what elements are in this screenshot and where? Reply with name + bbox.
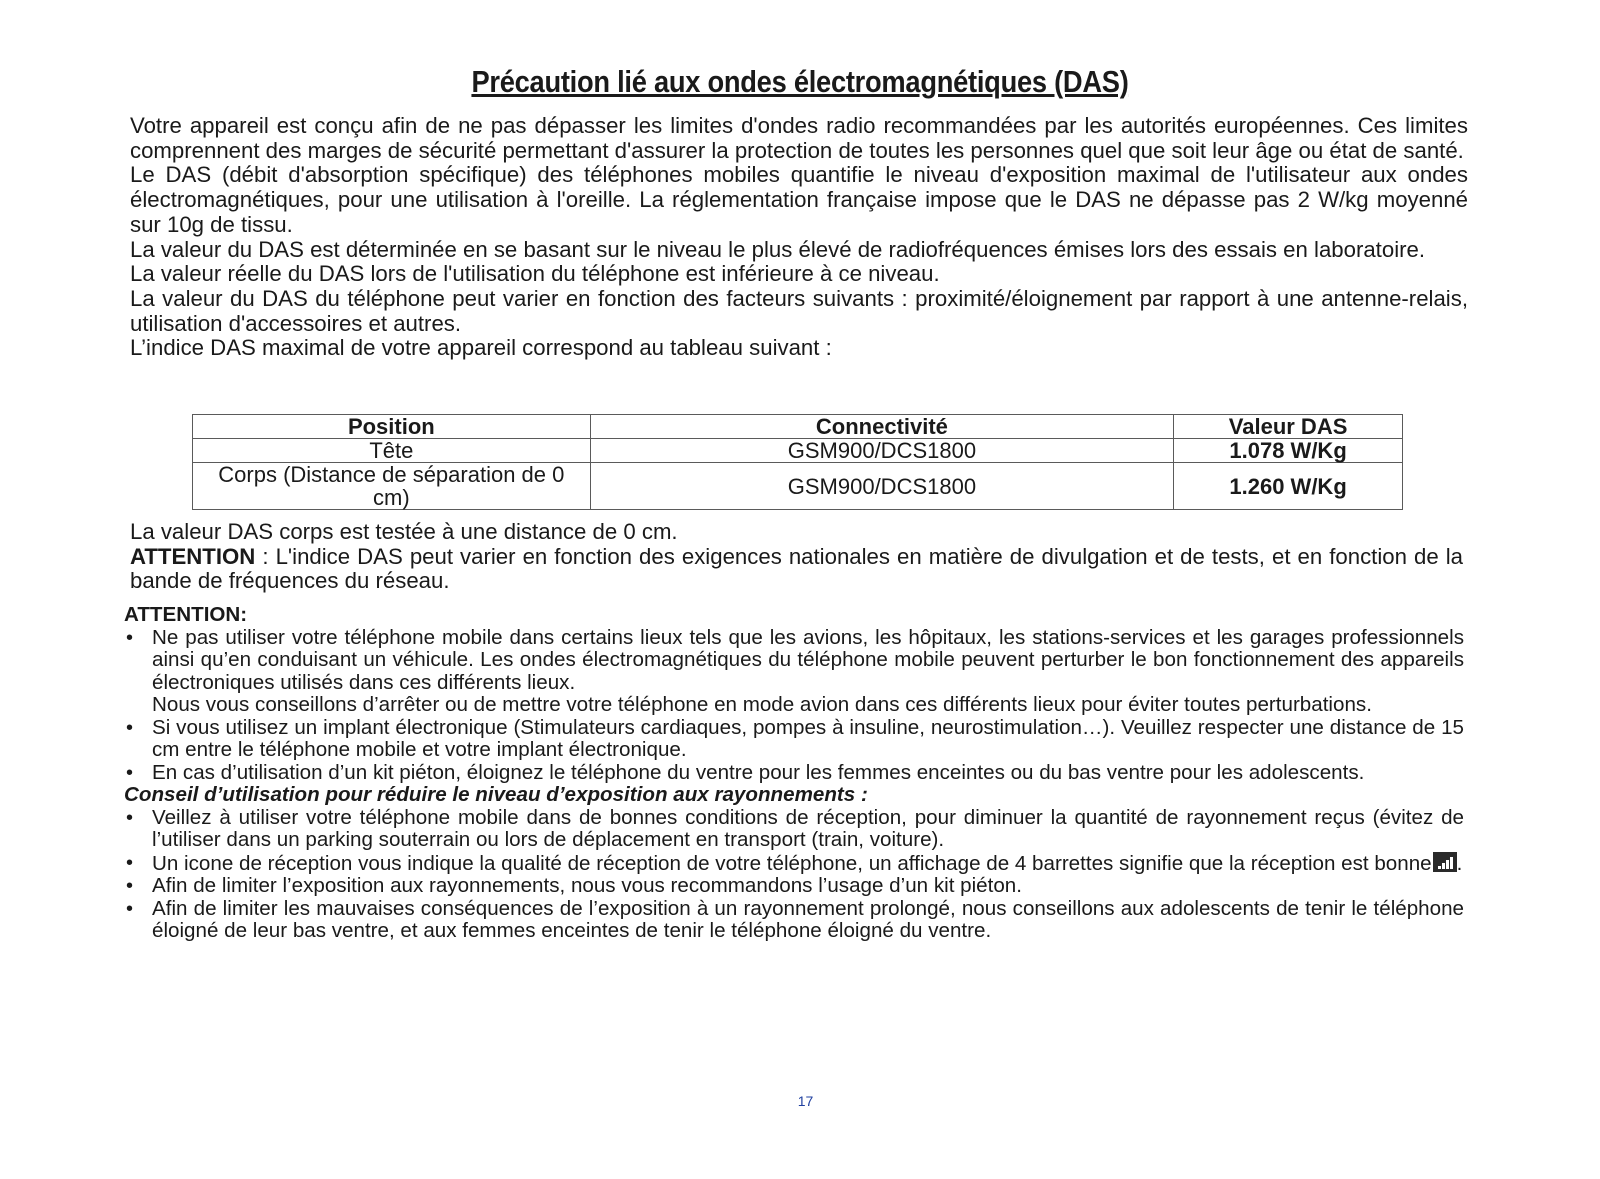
list-item: [124, 762, 1464, 785]
list-item-text: Si vous utilisez un implant électronique (Stimulateurs cardiaques, pompes à insuline, neurostimulation…). Veuillez respecter une distance de 15 cm entre le téléphone mobile et votre implant électronique.: [152, 715, 1464, 761]
attention-label: ATTENTION: [130, 543, 256, 569]
bullet-icon: •: [126, 626, 134, 649]
bullet-icon: •: [126, 875, 134, 897]
attention-text: : L'indice DAS peut varier en fonction des exigences nationales en matière de divulgation et de tests, et en fonction de la bande de fréquences du réseau.: [130, 543, 1463, 594]
das-table: [192, 414, 1403, 510]
list-item-text-part: Un icone de réception vous indique la qualité de réception de votre téléphone, un affichage de 4 barrettes signifie que la réception est bonne: [152, 851, 1432, 875]
intro-paragraph: Le DAS (débit d'absorption spécifique) des téléphones mobiles quantifie le niveau d'exposition maximal de l'utilisateur aux ondes électromagnétiques, pour une utilisation à l'oreille. La réglementation française impose que le DAS ne dépasse pas 2 W/kg moyenné sur 10g de tissu.: [130, 162, 1468, 237]
warnings-list: [124, 627, 1464, 785]
intro-paragraph: La valeur du DAS est déterminée en se basant sur le niveau le plus élevé de radiofréquences émises lors des essais en laboratoire.: [130, 236, 1426, 262]
bullet-icon: •: [126, 851, 134, 874]
table-row: [193, 463, 1403, 510]
intro-paragraph: La valeur du DAS du téléphone peut varier en fonction des facteurs suivants : proximité/éloignement par rapport à une antenne-relais, utilisation d'accessoires et autres.: [130, 285, 1468, 336]
table-header-cell: Connectivité: [590, 415, 1174, 439]
warnings-heading: ATTENTION:: [124, 603, 248, 626]
list-item: [124, 807, 1464, 852]
table-cell-das-value: 1.260 W/Kg: [1174, 463, 1403, 510]
list-item: [124, 852, 1464, 876]
list-item-text: Veillez à utiliser votre téléphone mobile dans de bonnes conditions de réception, pour diminuer la quantité de rayonnement reçus (évitez de l’utiliser dans un parking souterrain ou lors de déplacement en transport (train, voiture).: [152, 805, 1464, 851]
table-header-row: [193, 415, 1403, 439]
list-item: [124, 898, 1464, 943]
body-paragraph: La valeur DAS corps est testée à une distance de 0 cm.: [130, 519, 678, 544]
list-item: [124, 717, 1464, 762]
list-item-text: Nous vous conseillons d’arrêter ou de mettre votre téléphone en mode avion dans ces différents lieux pour éviter toutes perturbations.: [152, 693, 1372, 716]
attention-paragraph: [130, 545, 1463, 594]
intro-paragraph: La valeur réelle du DAS lors de l'utilisation du téléphone est inférieure à ce niveau.: [130, 261, 940, 287]
table-cell-position: Tête: [193, 439, 591, 463]
list-item-text: En cas d’utilisation d’un kit piéton, éloignez le téléphone du ventre pour les femmes enceintes ou du bas ventre pour les adolescents.: [152, 760, 1365, 784]
table-row: [193, 439, 1403, 463]
page-title: Précaution lié aux ondes électromagnétiques (DAS): [471, 64, 1129, 99]
bullet-icon: •: [126, 897, 134, 920]
after-table-section: [130, 520, 1463, 594]
table-cell-das-value: 1.078 W/Kg: [1174, 439, 1403, 463]
table-cell-connectivity: GSM900/DCS1800: [590, 463, 1174, 510]
signal-bars-icon: [1433, 852, 1457, 872]
table-header-cell: Position: [193, 415, 591, 439]
page-number: 17: [797, 1093, 814, 1109]
advice-list: [124, 807, 1464, 943]
intro-section: [130, 114, 1468, 361]
list-item-text: Afin de limiter les mauvaises conséquences de l’exposition à un rayonnement prolongé, nous conseillons aux adolescents de tenir le téléphone éloigné de leur bas ventre, et aux femmes enceintes de tenir le téléphone éloigné du ventre.: [152, 896, 1464, 942]
bullet-icon: •: [126, 806, 134, 829]
advice-heading: Conseil d’utilisation pour réduire le niveau d’exposition aux rayonnements :: [124, 783, 868, 806]
list-item-text: [152, 852, 1464, 876]
list-item-text: Ne pas utiliser votre téléphone mobile dans certains lieux tels que les avions, les hôpitaux, les stations-services et les garages professionnels ainsi qu’en conduisant un véhicule. Les ondes électromagnétiques du téléphone mobile peuvent perturber le bon fonctionnement des appareils électroniques utilisés dans ces différents lieux.: [152, 625, 1464, 694]
bullet-icon: •: [126, 716, 134, 739]
table-cell-connectivity: GSM900/DCS1800: [590, 439, 1174, 463]
list-item-text: Afin de limiter l’exposition aux rayonnements, nous vous recommandons l’usage d’un kit piéton.: [152, 874, 1022, 897]
list-item: [124, 627, 1464, 717]
intro-paragraph: L’indice DAS maximal de votre appareil correspond au tableau suivant :: [130, 335, 832, 361]
list-item-text-part: .: [1456, 851, 1463, 875]
warnings-section: [124, 604, 1464, 943]
intro-paragraph: Votre appareil est conçu afin de ne pas dépasser les limites d'ondes radio recommandées par les autorités européennes. Ces limites comprennent des marges de sécurité permettant d'assurer la protection de toutes les personnes quel que soit leur âge ou état de santé.: [130, 113, 1468, 163]
list-item: [124, 875, 1464, 898]
table-header-cell: Valeur DAS: [1174, 415, 1403, 439]
bullet-icon: •: [126, 761, 134, 784]
table-cell-position: Corps (Distance de séparation de 0 cm): [193, 463, 591, 510]
